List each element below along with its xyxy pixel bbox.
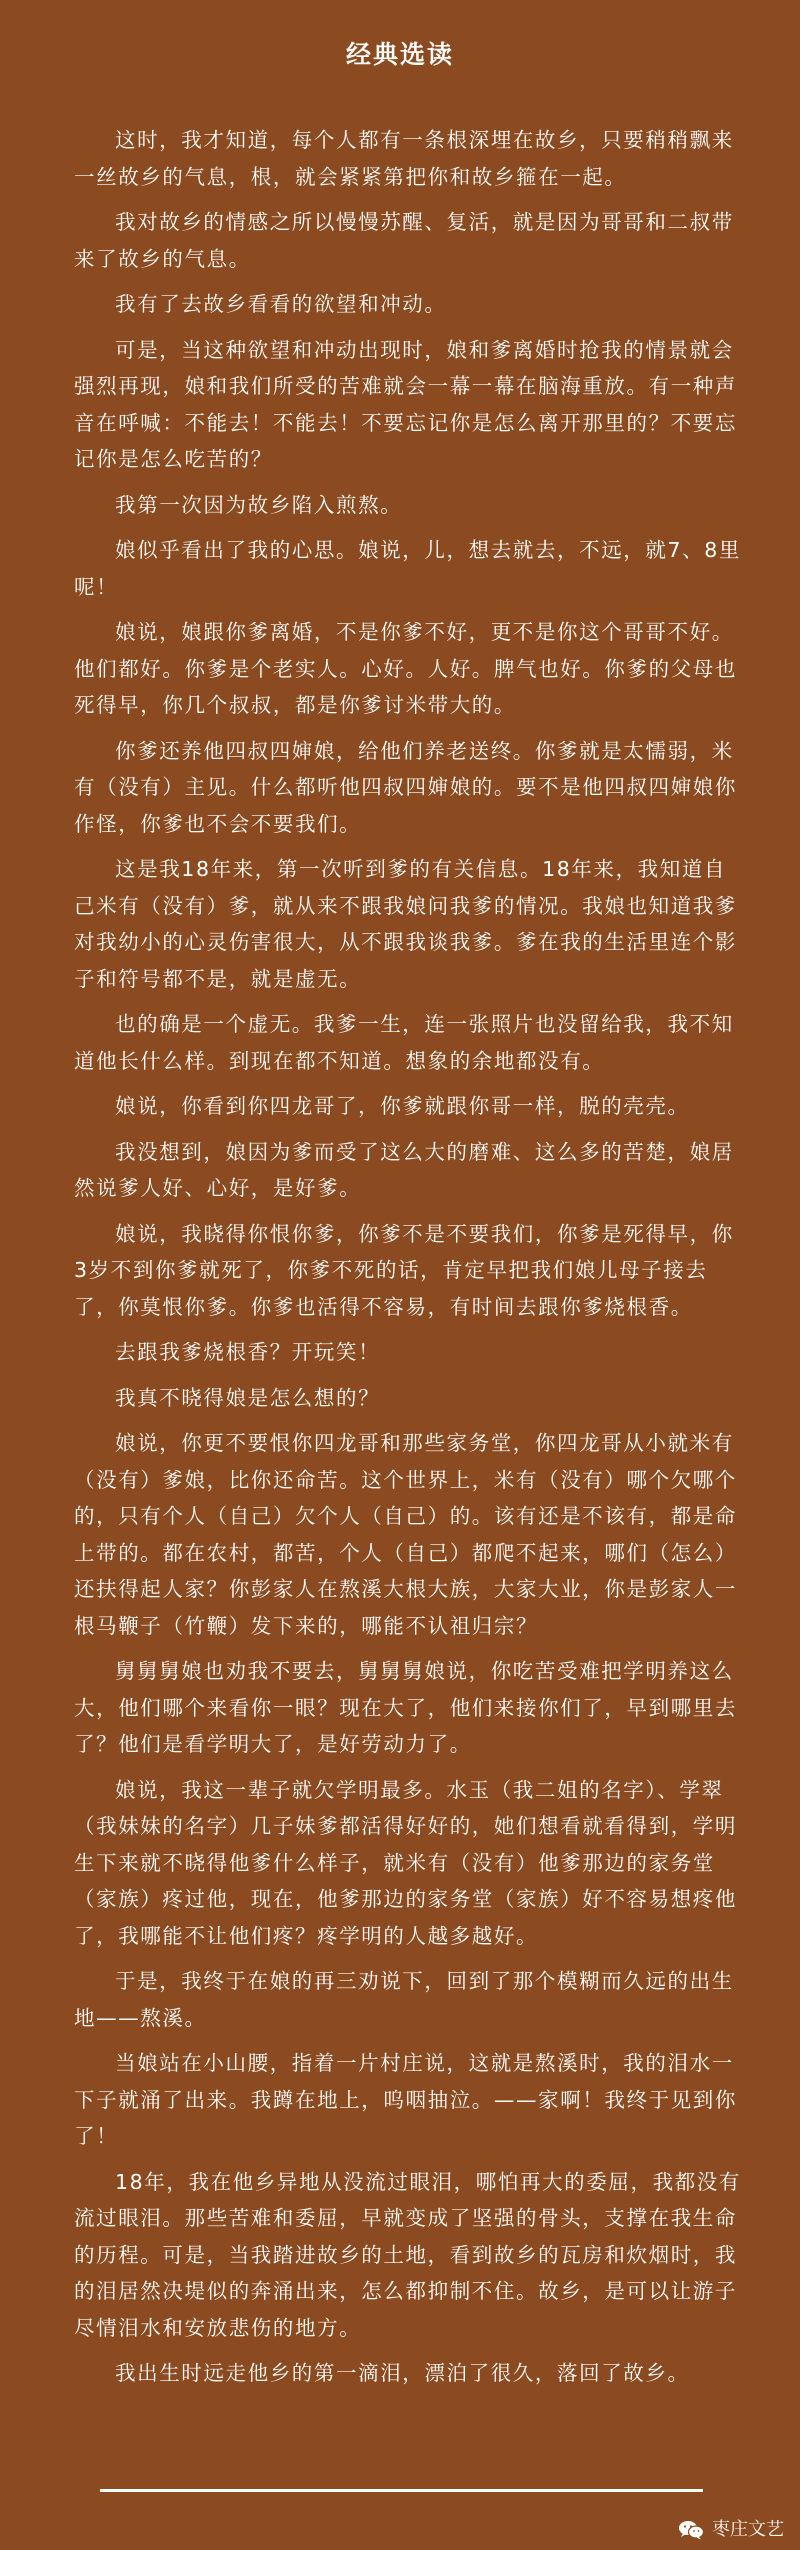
- article-paragraph: 18年，我在他乡异地从没流过眼泪，哪怕再大的委屈，我都没有流过眼泪。那些苦难和委屈，早就变成了坚强的骨头，支撑在我生命的历程。可是，当我踏进故乡的土地，看到故乡的瓦房和炊烟时，我的泪居然决堤似的奔涌出来，怎么都抑制不住。故乡，是可以让游子尽情泪水和安放悲伤的地方。: [74, 2169, 741, 2340]
- article-body: [74, 122, 746, 2401]
- article-paragraph: 这时，我才知道，每个人都有一条根深埋在故乡，只要稍稍飘来一丝故乡的气息，根，就会紧紧第把你和故乡箍在一起。: [74, 128, 734, 189]
- article-paragraph: 娘似乎看出了我的心思。娘说，儿，想去就去，不远，就7、8里呢！: [74, 538, 741, 599]
- article-paragraph: 舅舅舅娘也劝我不要去，舅舅舅娘说，你吃苦受难把学明养这么大，他们哪个来看你一眼？现在大了，他们来接你们了，早到哪里去了？他们是看学明大了，是好劳动力了。: [74, 1659, 737, 1756]
- article-paragraph: 这是我18年来，第一次听到爹的有关信息。18年来，我知道自己米有（没有）爹，就从来不跟我娘问我爹的情况。我娘也知道我爹对我幼小的心灵伤害很大，从不跟我谈我爹。爹在我的生活里连个影子和符号都不是，就是虚无。: [74, 857, 737, 991]
- watermark: [678, 2519, 784, 2541]
- page-title: 经典选读: [345, 40, 454, 69]
- article-paragraph: 娘说，我晓得你恨你爹，你爹不是不要我们，你爹是死得早，你3岁不到你爹就死了，你爹不死的话，肯定早把我们娘儿母子接去了，你莫恨你爹。你爹也活得不容易，有时间去跟你爹烧根香。: [74, 1221, 734, 1319]
- article-paragraph: 当娘站在小山腰，指着一片村庄说，这就是熬溪时，我的泪水一下子就涌了出来。我蹲在地上，呜咽抽泣。——家啊！我终于见到你了！: [74, 2051, 737, 2148]
- article-paragraph: 娘说，你看到你四龙哥了，你爹就跟你哥一样，脱的壳壳。: [115, 1094, 690, 1118]
- article-paragraph: 可是，当这种欲望和冲动出现时，娘和爹离婚时抢我的情景就会强烈再现，娘和我们所受的苦难就会一幕一幕在脑海重放。有一种声音在呼喊：不能去！不能去！不要忘记你是怎么离开那里的？不要忘记你是怎么吃苦的？: [74, 337, 737, 471]
- article-paragraph: 我没想到，娘因为爹而受了这么大的磨难、这么多的苦楚，娘居然说爹人好、心好，是好爹。: [74, 1139, 734, 1200]
- article-paragraph: 娘说，我这一辈子就欠学明最多。水玉（我二姐的名字）、学翠（我妹妹的名字）几子妹爹都活得好好的，她们想看就看得到，学明生下来就不晓得他爹什么样子，就米有（没有）他爹那边的家务堂（家族）疼过他，现在，他爹那边的家务堂（家族）好不容易想疼他了，我哪能不让他们疼？疼学明的人越多越好。: [74, 1777, 737, 1948]
- article-paragraph: 去跟我爹烧根香？开玩笑！: [115, 1340, 381, 1364]
- watermark-text: 枣庄文艺: [712, 2519, 784, 2540]
- wechat-icon: [678, 2520, 704, 2540]
- article-paragraph: 我出生时远走他乡的第一滴泪，漂泊了很久，落回了故乡。: [115, 2361, 690, 2385]
- article-paragraph: 我第一次因为故乡陷入煎熬。: [115, 492, 403, 517]
- article-paragraph: 你爹还养他四叔四婶娘，给他们养老送终。你爹就是太懦弱，米有（没有）主见。什么都听他四叔四婶娘的。要不是他四叔四婶娘你作怪，你爹也不会不要我们。: [74, 738, 737, 836]
- article-paragraph: 娘说，娘跟你爹离婚，不是你爹不好，更不是你这个哥哥不好。他们都好。你爹是个老实人。心好。人好。脾气也好。你爹的父母也死得早，你几个叔叔，都是你爹讨米带大的。: [74, 620, 737, 717]
- article-paragraph: 我有了去故乡看看的欲望和冲动。: [115, 292, 447, 316]
- article-paragraph: 于是，我终于在娘的再三劝说下，回到了那个模糊而久远的出生地——熬溪。: [74, 1969, 734, 2030]
- article-paragraph: 我真不晓得娘是怎么想的？: [115, 1385, 381, 1410]
- article-paragraph: 也的确是一个虚无。我爹一生，连一张照片也没留给我，我不知道他长什么样。到现在都不知道。想象的余地都没有。: [74, 1012, 734, 1073]
- footer-divider: [100, 2489, 703, 2492]
- article-paragraph: 我对故乡的情感之所以慢慢苏醒、复活，就是因为哥哥和二叔带来了故乡的气息。: [74, 210, 734, 271]
- article-paragraph: 娘说，你更不要恨你四龙哥和那些家务堂，你四龙哥从小就米有（没有）爹娘，比你还命苦。这个世界上，米有（没有）哪个欠哪个的，只有个人（自己）欠个人（自己）的。该有还是不该有，都是命上带的。都在农村，都苦，个人（自己）都爬不起来，哪们（怎么）还扶得起人家？你彭家人在熬溪大根大族，大家大业，你是彭家人一根马鞭子（竹鞭）发下来的，哪能不认祖归宗？: [74, 1431, 737, 1638]
